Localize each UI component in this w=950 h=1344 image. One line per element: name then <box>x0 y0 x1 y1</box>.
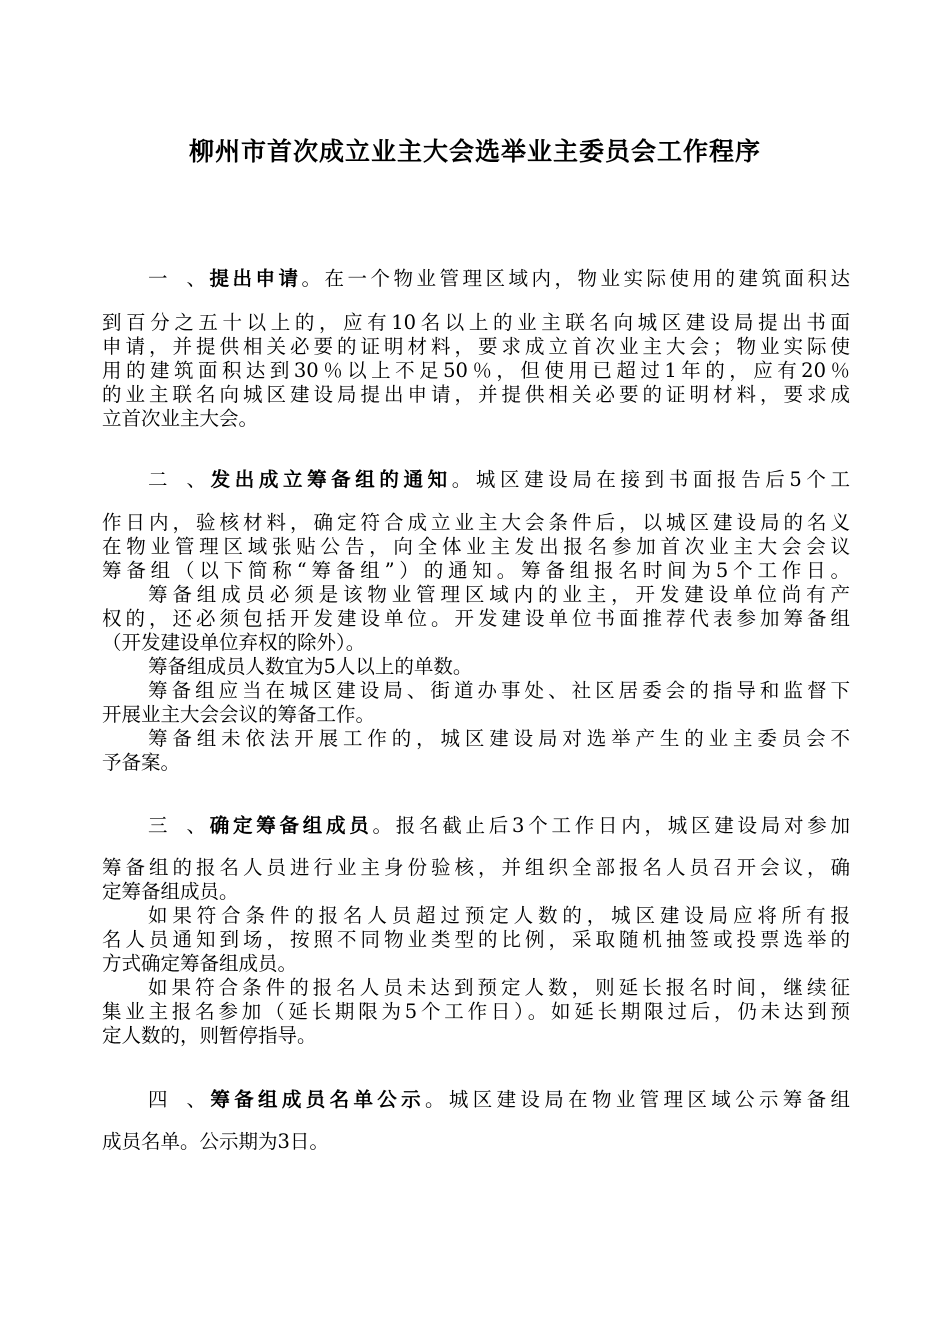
paragraph-line: 筹备组的报名人员进行业主身份验核，并组织全部报名人员召开会议，确 <box>102 856 850 879</box>
document-title: 柳州市首次成立业主大会选举业主委员会工作程序 <box>188 137 761 166</box>
paragraph-line: 的业主联名向城区建设局提出申请，并提供相关必要的证明材料，要求成 <box>102 383 850 406</box>
paragraph-text: 。城区建设局在接到书面报告后5个工 <box>451 468 850 491</box>
paragraph-line: 定人数的，则暂停指导。 <box>102 1024 317 1047</box>
section-heading: 确定筹备组成员 <box>206 814 373 837</box>
paragraph-text: 。报名截止后3个工作日内，城区建设局对参加 <box>372 814 850 837</box>
paragraph-line: 定筹备组成员。 <box>102 880 239 903</box>
paragraph-line: 立首次业主大会。 <box>102 407 259 430</box>
paragraph-line: 筹备组未依法开展工作的，城区建设局对选举产生的业主委员会不 <box>148 727 850 750</box>
section-heading: 筹备组成员名单公示 <box>206 1088 426 1111</box>
paragraph-text: 。城区建设局在物业管理区域公示筹备组 <box>425 1088 850 1111</box>
paragraph-text: 。在一个物业管理区域内，物业实际使用的建筑面积达 <box>301 267 850 290</box>
paragraph-line: 申请，并提供相关必要的证明材料，要求成立首次业主大会；物业实际使 <box>102 335 850 358</box>
paragraph-line: 作日内，验核材料，确定符合成立业主大会条件后，以城区建设局的名义 <box>102 511 850 534</box>
paragraph-line: 用的建筑面积达到30％以上不足50％，但使用已超过1年的，应有20％ <box>102 359 850 382</box>
section-4-heading-line <box>148 1087 850 1112</box>
section-number: 二、 <box>148 468 206 491</box>
paragraph-line: 到百分之五十以上的，应有10名以上的业主联名向城区建设局提出书面 <box>102 311 850 334</box>
paragraph-line: 筹备组（以下简称“筹备组”）的通知。筹备组报名时间为5个工作日。 <box>102 559 850 582</box>
section-heading: 发出成立筹备组的通知 <box>206 468 452 491</box>
paragraph-line: 集业主报名参加（延长期限为5个工作日）。如延长期限过后，仍未达到预 <box>102 1000 850 1023</box>
section-number: 四、 <box>148 1088 206 1111</box>
paragraph-line: 名人员通知到场，按照不同物业类型的比例，采取随机抽签或投票选举的 <box>102 928 850 951</box>
paragraph-line: 如果符合条件的报名人员超过预定人数的，城区建设局应将所有报 <box>148 904 850 927</box>
section-number: 三、 <box>148 814 206 837</box>
paragraph-line: 筹备组应当在城区建设局、街道办事处、社区居委会的指导和监督下 <box>148 679 850 702</box>
section-number: 一、 <box>148 267 206 290</box>
section-heading: 提出申请 <box>206 267 302 290</box>
paragraph-line: 成员名单。公示期为3日。 <box>102 1130 329 1153</box>
paragraph-line: 筹备组成员人数宜为5人以上的单数。 <box>148 655 473 678</box>
paragraph-line: 予备案。 <box>102 751 181 774</box>
paragraph-line: 在物业管理区域张贴公告，向全体业主发出报名参加首次业主大会会议 <box>102 535 850 558</box>
section-2-heading-line <box>148 467 850 492</box>
paragraph-line: 权的，还必须包括开发建设单位。开发建设单位书面推荐代表参加筹备组 <box>102 607 850 630</box>
section-3-heading-line <box>148 813 850 838</box>
paragraph-line: 方式确定筹备组成员。 <box>102 952 298 975</box>
paragraph-line: 开展业主大会会议的筹备工作。 <box>102 703 376 726</box>
paragraph-line: 如果符合条件的报名人员未达到预定人数，则延长报名时间，继续征 <box>148 976 850 999</box>
paragraph-line: （开发建设单位弃权的除外）。 <box>102 631 366 654</box>
section-1-heading-line <box>148 266 850 291</box>
paragraph-line: 筹备组成员必须是该物业管理区域内的业主，开发建设单位尚有产 <box>148 583 850 606</box>
